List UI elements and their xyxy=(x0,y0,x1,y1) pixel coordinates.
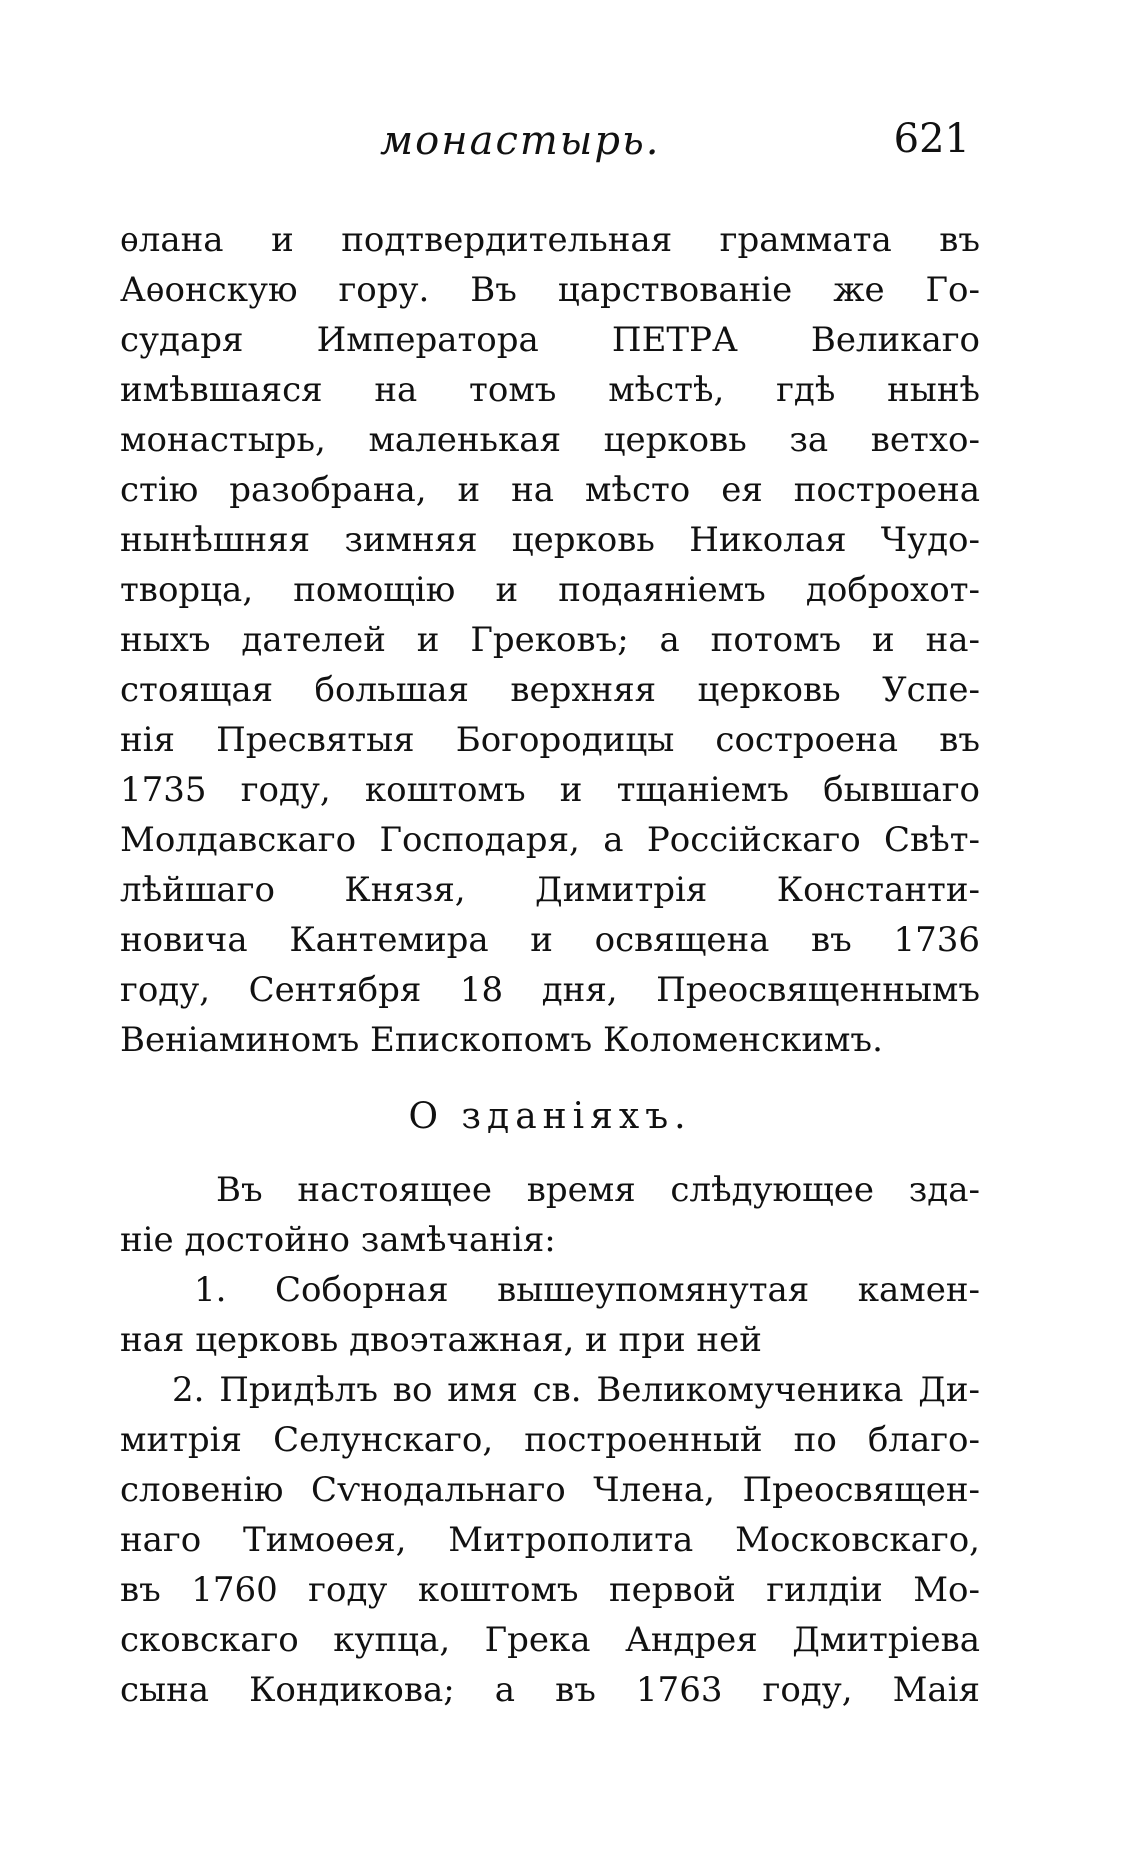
text-line: Въ настоящее время слѣдующее зда- xyxy=(216,1170,980,1210)
list-item-1 xyxy=(120,1265,980,1365)
text-line: Веніаминомъ Епископомъ Коломенскимъ. xyxy=(120,1020,883,1060)
running-title: монастырь. xyxy=(380,118,661,164)
text-line: наго Тимоѳея, Митрополита Московскаго, xyxy=(120,1520,980,1560)
text-line: 1. Соборная вышеупомянутая камен- xyxy=(194,1270,980,1310)
text-line: стоящая большая верхняя церковь Успе- xyxy=(120,670,980,710)
page-content xyxy=(120,215,980,1715)
text-line: ніе достойно замѣчанія: xyxy=(120,1220,556,1260)
text-line: словенію Сѵнодальнаго Члена, Преосвящен- xyxy=(120,1470,980,1510)
text-line: новича Кантемира и освящена въ 1736 xyxy=(120,920,980,960)
text-line: митрія Селунскаго, построенный по благо- xyxy=(120,1420,980,1460)
text-line: году, Сентября 18 дня, Преосвященнымъ xyxy=(120,970,980,1010)
text-line: сковскаго купца, Грека Андрея Дмитріева xyxy=(120,1620,980,1660)
text-line: 1735 году, коштомъ и тщаніемъ бывшаго xyxy=(120,770,980,810)
text-line: имѣвшаяся на томъ мѣстѣ, гдѣ нынѣ xyxy=(120,370,980,410)
text-line: 2. Придѣлъ во имя св. Великомученика Ди- xyxy=(172,1370,980,1410)
text-line: Молдавскаго Господаря, а Россійскаго Свѣт- xyxy=(120,820,980,860)
text-line: сударя Императора ПЕТРА Великаго xyxy=(120,320,980,360)
section-heading: О зданіяхъ. xyxy=(408,1096,692,1137)
text-line: ныхъ дателей и Грековъ; а потомъ и на- xyxy=(120,620,980,660)
text-line: Аѳонскую гору. Въ царствованіе же Го- xyxy=(120,270,980,310)
paragraph-history xyxy=(120,215,980,1065)
text-line: монастырь, маленькая церковь за ветхо- xyxy=(120,420,980,460)
text-line: ная церковь двоэтажная, и при ней xyxy=(120,1320,762,1360)
text-line: ѳлана и подтвердительная граммата въ xyxy=(120,220,980,260)
paragraph-intro xyxy=(120,1165,980,1265)
text-line: нія Пресвятыя Богородицы состроена въ xyxy=(120,720,980,760)
page-number: 621 xyxy=(893,116,970,162)
text-line: нынѣшняя зимняя церковь Николая Чудо- xyxy=(120,520,980,560)
list-item-2 xyxy=(120,1365,980,1715)
text-line: творца, помощію и подаяніемъ доброхот- xyxy=(120,570,980,610)
text-line: лѣйшаго Князя, Димитрія Константи- xyxy=(120,870,980,910)
page-header xyxy=(120,110,980,180)
text-line: стію разобрана, и на мѣсто ея построена xyxy=(120,470,980,510)
text-line: въ 1760 году коштомъ первой гилдіи Мо- xyxy=(120,1570,980,1610)
text-line: сына Кондикова; а въ 1763 году, Маія xyxy=(120,1670,980,1710)
